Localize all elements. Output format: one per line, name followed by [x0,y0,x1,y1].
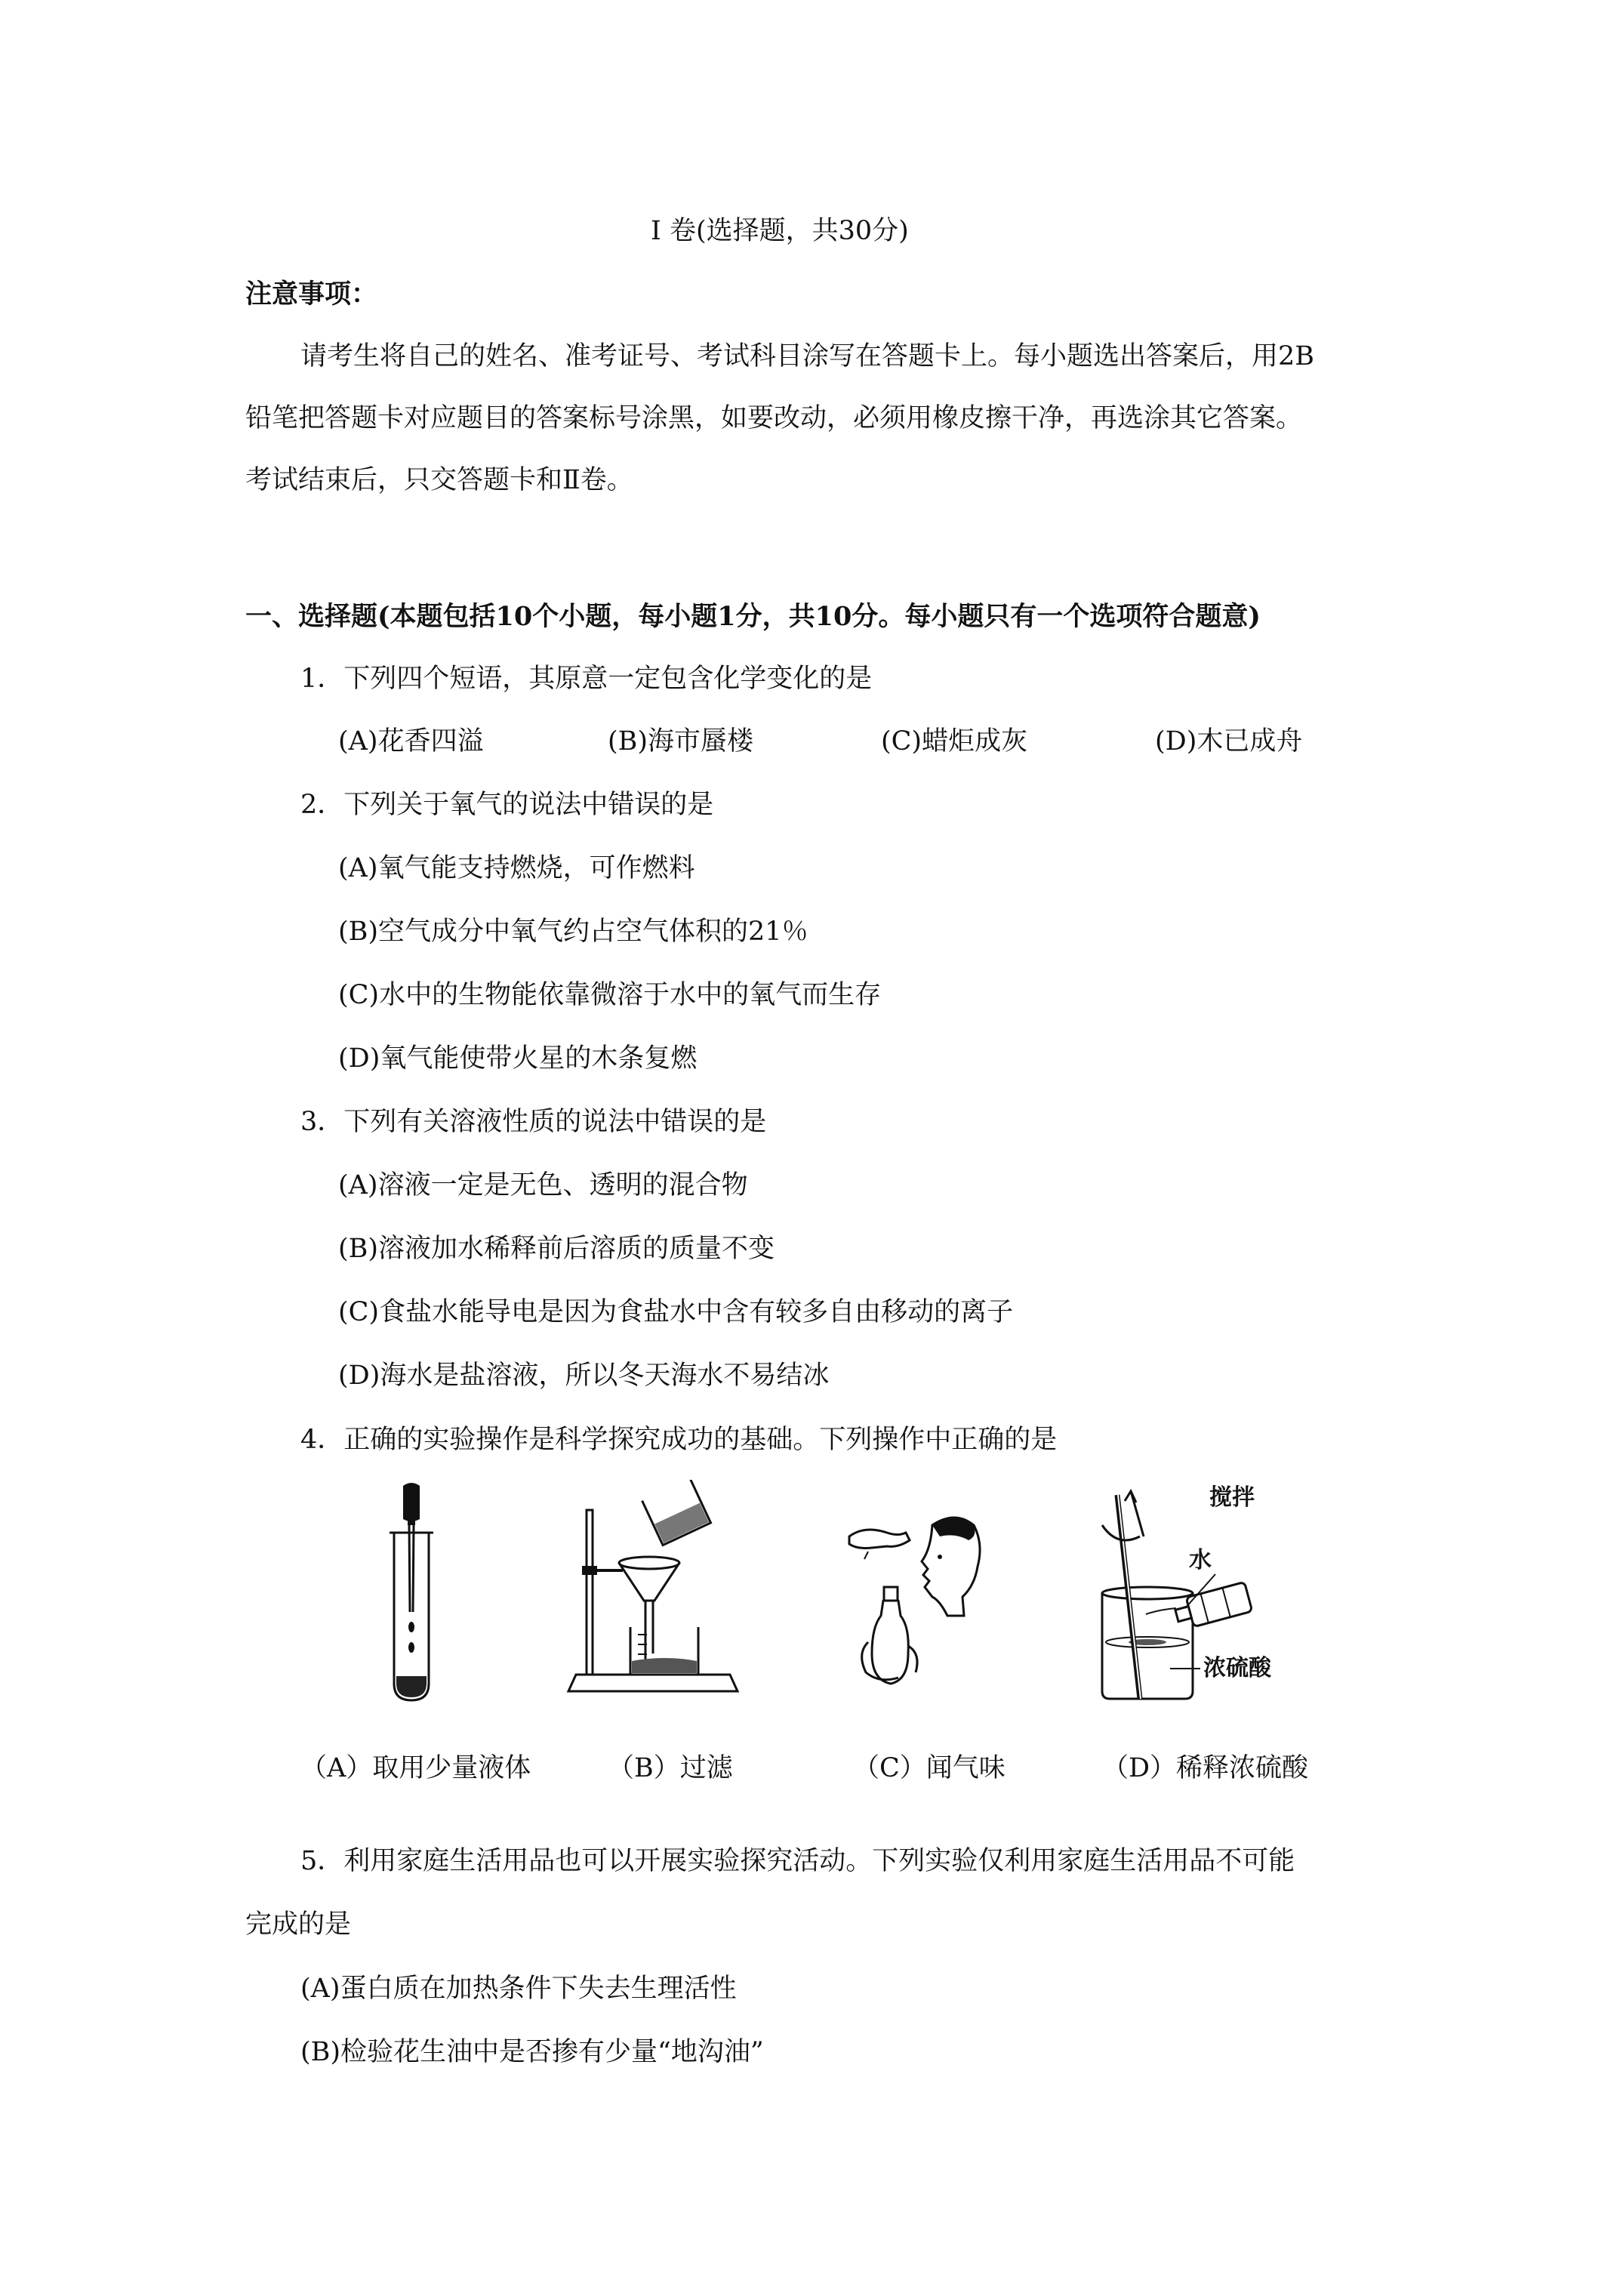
notice-line-1: 请考生将自己的姓名、准考证号、考试科目涂写在答题卡上。每小题选出答案后，用2B [300,341,1314,371]
question-1-stem: 1．下列四个短语，其原意一定包含化学变化的是 [300,664,873,694]
notice-line-3: 考试结束后，只交答题卡和Ⅱ卷。 [245,465,633,495]
question-5-stem-line-1: 5．利用家庭生活用品也可以开展实验探究活动。下列实验仅利用家庭生活用品不可能 [300,1846,1295,1876]
figure-b-filtration-apparatus [562,1480,744,1706]
question-3-option-d: (D)海水是盐溶液，所以冬天海水不易结冰 [338,1361,830,1391]
question-2-option-d: (D)氧气能使带火星的木条复燃 [338,1043,698,1074]
question-3-stem: 3．下列有关溶液性质的说法中错误的是 [300,1107,767,1137]
question-1-option-c: (C)蜡炬成灰 [881,726,1028,757]
notice-line-2: 铅笔把答题卡对应题目的答案标号涂黑，如要改动，必须用橡皮擦干净，再选涂其它答案。 [245,403,1303,433]
question-3-option-a: (A)溶液一定是无色、透明的混合物 [338,1170,748,1200]
question-2-stem: 2．下列关于氧气的说法中错误的是 [300,790,714,820]
question-1-option-a: (A)花香四溢 [338,726,484,757]
question-2-option-c: (C)水中的生物能依靠微溶于水中的氧气而生存 [338,980,882,1010]
question-5-stem-line-2: 完成的是 [245,1909,352,1940]
question-3-option-c: (C)食盐水能导电是因为食盐水中含有较多自由移动的离子 [338,1297,1014,1327]
question-1-option-d: (D)木已成舟 [1155,726,1303,757]
question-5-option-a: (A)蛋白质在加热条件下失去生理活性 [300,1974,737,2004]
question-4-caption-d: （D）稀释浓硫酸 [1102,1753,1309,1783]
question-3-option-b: (B)溶液加水稀释前后溶质的质量不变 [338,1234,775,1264]
figure-label-water: 水 [1189,1547,1212,1573]
question-2-option-a: (A)氧气能支持燃烧，可作燃料 [338,853,695,883]
figure-a-dropper-test-tube [370,1480,453,1706]
section-1-heading: 一、选择题(本题包括10个小题，每小题1分，共10分。每小题只有一个选项符合题意) [245,601,1261,632]
figure-label-acid: 浓硫酸 [1203,1655,1271,1681]
question-1-option-b: (B)海市蜃楼 [608,726,754,757]
question-2-option-b: (B)空气成分中氧气约占空气体积的21％ [338,917,808,947]
notice-heading: 注意事项： [245,279,378,310]
question-4-stem: 4．正确的实验操作是科学探究成功的基础。下列操作中正确的是 [300,1425,1058,1455]
figure-label-stir: 搅拌 [1209,1484,1255,1511]
question-4-caption-a: （A）取用少量液体 [300,1753,531,1783]
question-5-option-b: (B)检验花生油中是否掺有少量“地沟油” [300,2037,764,2067]
question-4-caption-b: （B）过滤 [608,1753,733,1783]
section-title: Ⅰ 卷(选择题，共30分) [651,216,909,246]
figure-c-smelling-gas [834,1502,985,1699]
question-4-caption-c: （C）闻气味 [853,1753,1006,1783]
